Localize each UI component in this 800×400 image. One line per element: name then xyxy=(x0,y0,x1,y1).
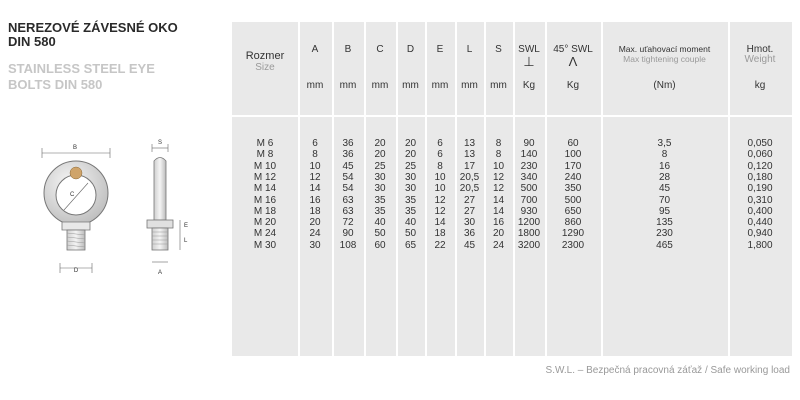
cell-d: 65 xyxy=(404,239,417,251)
cell-swl: 1800 xyxy=(517,228,541,240)
spec-table xyxy=(232,22,792,356)
front-view xyxy=(42,145,110,274)
cell-s: 14 xyxy=(492,194,505,206)
cell-a: 6 xyxy=(312,138,318,149)
cell-swl45: 2300 xyxy=(561,239,585,251)
cell-swl45: 350 xyxy=(564,183,582,195)
cell-l: 17 xyxy=(463,160,476,172)
cell-c: 40 xyxy=(374,217,386,229)
cell-size: M 8 xyxy=(256,149,274,161)
cell-swl45: 860 xyxy=(564,217,582,229)
cell-c: 35 xyxy=(374,205,386,217)
cell-d: 20 xyxy=(404,138,417,149)
cell-size: M 20 xyxy=(253,217,277,229)
cell-s: 24 xyxy=(492,239,505,251)
footer-note: S.W.L. – Bezpečná pracovná záťaž / Safe working load xyxy=(545,365,790,376)
cell-b: 63 xyxy=(342,194,354,206)
header-moment-cz: Max. uťahovací moment xyxy=(618,44,711,54)
unit-a: mm xyxy=(306,80,324,91)
cell-c: 35 xyxy=(374,194,386,206)
cell-swl: 340 xyxy=(520,171,538,183)
cell-moment: 230 xyxy=(656,228,673,240)
cell-c: 30 xyxy=(374,183,386,195)
cell-b: 36 xyxy=(342,149,354,161)
cell-d: 30 xyxy=(404,183,417,195)
cell-size: M 18 xyxy=(253,205,277,217)
dim-label-d: D xyxy=(73,268,79,274)
header-weight-en: Weight xyxy=(744,54,776,65)
cell-moment: 8 xyxy=(661,149,668,161)
cell-c: 30 xyxy=(374,171,386,183)
cell-c: 50 xyxy=(374,228,386,240)
header-rozmer: Rozmer xyxy=(245,50,285,62)
cell-l: 45 xyxy=(463,239,476,251)
cell-moment: 16 xyxy=(658,160,671,172)
unit-e: mm xyxy=(431,80,449,91)
cell-d: 40 xyxy=(404,217,417,229)
cell-a: 8 xyxy=(312,149,318,161)
cell-b: 54 xyxy=(342,183,354,195)
cell-weight: 0,120 xyxy=(747,160,773,172)
title-english-line2: BOLTS DIN 580 xyxy=(8,77,103,92)
unit-l: mm xyxy=(461,80,478,91)
cell-d: 25 xyxy=(404,160,417,172)
title-english-line1: STAINLESS STEEL EYE xyxy=(8,61,155,76)
cell-l: 20,5 xyxy=(459,183,480,195)
dim-label-c: C xyxy=(70,192,75,198)
cell-weight: 1,800 xyxy=(747,239,773,251)
cell-a: 10 xyxy=(309,160,321,172)
cell-swl45: 170 xyxy=(564,160,582,172)
cell-s: 16 xyxy=(492,217,505,229)
cell-e: 12 xyxy=(434,205,446,217)
unit-moment: (Nm) xyxy=(653,80,676,91)
cell-weight: 0,180 xyxy=(747,171,773,183)
cell-moment: 70 xyxy=(658,194,671,206)
unit-c: mm xyxy=(371,80,389,91)
cell-swl: 230 xyxy=(520,160,538,172)
cell-swl45: 240 xyxy=(564,171,582,183)
cell-swl: 1200 xyxy=(517,217,541,229)
cell-s: 14 xyxy=(492,205,505,217)
unit-s: mm xyxy=(490,80,507,91)
side-view xyxy=(147,140,188,276)
cell-weight: 0,940 xyxy=(747,228,773,240)
cell-weight: 0,060 xyxy=(747,149,773,161)
cell-b: 72 xyxy=(342,217,354,229)
header-col-d: D xyxy=(406,44,415,55)
unit-b: mm xyxy=(339,80,357,91)
header-col-c: C xyxy=(376,44,384,55)
cell-b: 90 xyxy=(342,228,354,240)
eye-bolt-drawing xyxy=(20,128,220,288)
cell-s: 10 xyxy=(492,160,505,172)
title-czech xyxy=(8,21,178,49)
header-swl: SWL xyxy=(518,44,540,55)
cell-l: 13 xyxy=(463,149,476,161)
cell-swl: 500 xyxy=(520,183,538,195)
cell-c: 20 xyxy=(374,149,386,161)
header-col-b: B xyxy=(344,44,352,55)
cell-e: 10 xyxy=(434,171,446,183)
cell-a: 20 xyxy=(309,217,321,229)
cell-a: 14 xyxy=(309,183,321,195)
cell-a: 30 xyxy=(309,239,321,251)
header-col-e: E xyxy=(436,44,444,55)
cell-e: 14 xyxy=(434,217,446,229)
cell-e: 18 xyxy=(434,228,446,240)
cell-d: 50 xyxy=(404,228,417,240)
cell-moment: 28 xyxy=(658,171,671,183)
cell-swl45: 1290 xyxy=(561,228,585,240)
unit-d: mm xyxy=(402,80,419,91)
cell-size: M 30 xyxy=(253,239,277,251)
table-header xyxy=(232,22,792,115)
cell-s: 8 xyxy=(495,138,502,149)
cell-s: 12 xyxy=(492,183,505,195)
cell-moment: 95 xyxy=(658,205,671,217)
unit-swl: Kg xyxy=(522,80,536,91)
cell-size: M 24 xyxy=(253,228,277,240)
cell-size: M 16 xyxy=(253,194,277,206)
cell-c: 20 xyxy=(374,138,386,149)
header-col-a: A xyxy=(311,44,319,55)
cell-e: 6 xyxy=(437,149,443,161)
cell-moment: 3,5 xyxy=(657,138,672,149)
cell-e: 8 xyxy=(437,160,443,172)
cell-b: 108 xyxy=(339,239,357,251)
header-col-l: L xyxy=(466,44,473,55)
cell-e: 6 xyxy=(437,138,443,149)
cell-swl: 930 xyxy=(520,205,538,217)
cell-b: 54 xyxy=(342,171,354,183)
cell-swl45: 60 xyxy=(567,138,579,149)
cell-swl: 90 xyxy=(523,138,535,149)
cell-swl45: 500 xyxy=(564,194,582,206)
dim-label-l: L xyxy=(184,238,188,244)
unit-swl45: Kg xyxy=(566,80,580,91)
header-swl-symbol: ⊥ xyxy=(523,54,535,69)
cell-weight: 0,190 xyxy=(747,183,773,195)
cell-a: 12 xyxy=(309,171,321,183)
cell-size: M 6 xyxy=(256,138,274,149)
cell-size: M 10 xyxy=(253,160,277,172)
cell-b: 36 xyxy=(342,138,354,149)
header-swl45-symbol: Λ xyxy=(568,54,578,69)
cell-b: 45 xyxy=(342,160,354,172)
header-weight-cz: Hmot. xyxy=(746,44,774,55)
cell-swl45: 650 xyxy=(564,205,582,217)
title-czech-line1: NEREZOVÉ ZÁVESNÉ OKO xyxy=(8,20,178,35)
cell-weight: 0,400 xyxy=(747,205,773,217)
dim-label-a: A xyxy=(157,270,163,276)
cell-e: 22 xyxy=(434,239,446,251)
cell-swl: 3200 xyxy=(517,239,541,251)
cell-a: 16 xyxy=(309,194,321,206)
cell-c: 25 xyxy=(374,160,386,172)
cell-size: M 12 xyxy=(253,171,277,183)
cell-moment: 135 xyxy=(656,217,673,229)
cell-moment: 465 xyxy=(656,239,673,251)
cell-d: 35 xyxy=(404,205,417,217)
cell-d: 20 xyxy=(404,149,417,161)
cell-moment: 45 xyxy=(658,183,671,195)
cell-weight: 0,310 xyxy=(747,194,773,206)
cell-l: 36 xyxy=(463,228,476,240)
dim-label-e: E xyxy=(184,223,189,229)
cell-a: 24 xyxy=(309,228,321,240)
cell-l: 27 xyxy=(463,205,476,217)
cell-weight: 0,440 xyxy=(747,217,773,229)
cell-d: 30 xyxy=(404,171,417,183)
header-col-s: S xyxy=(495,44,502,55)
cell-size: M 14 xyxy=(253,183,277,195)
cell-l: 13 xyxy=(463,138,476,149)
unit-weight: kg xyxy=(754,80,766,91)
cell-a: 18 xyxy=(309,205,321,217)
header-moment-en: Max tightening couple xyxy=(623,54,706,64)
header-size: Size xyxy=(255,62,275,73)
cell-b: 63 xyxy=(342,205,354,217)
title-english xyxy=(8,61,155,93)
cell-c: 60 xyxy=(374,239,386,251)
cell-e: 10 xyxy=(434,183,446,195)
cell-d: 35 xyxy=(404,194,417,206)
cell-s: 8 xyxy=(495,149,502,161)
cell-swl45: 100 xyxy=(564,149,582,161)
dim-label-s: S xyxy=(157,140,163,146)
cell-l: 27 xyxy=(463,194,476,206)
header-swl45: 45° SWL xyxy=(553,44,593,55)
cell-weight: 0,050 xyxy=(747,138,773,149)
cell-s: 12 xyxy=(492,171,505,183)
dim-label-b: B xyxy=(72,145,78,151)
cell-e: 12 xyxy=(434,194,446,206)
cell-l: 30 xyxy=(463,217,476,229)
title-czech-line2: DIN 580 xyxy=(8,34,56,49)
cell-swl: 140 xyxy=(520,149,538,161)
cell-swl: 700 xyxy=(520,194,538,206)
cell-l: 20,5 xyxy=(459,171,480,183)
cell-s: 20 xyxy=(492,228,505,240)
